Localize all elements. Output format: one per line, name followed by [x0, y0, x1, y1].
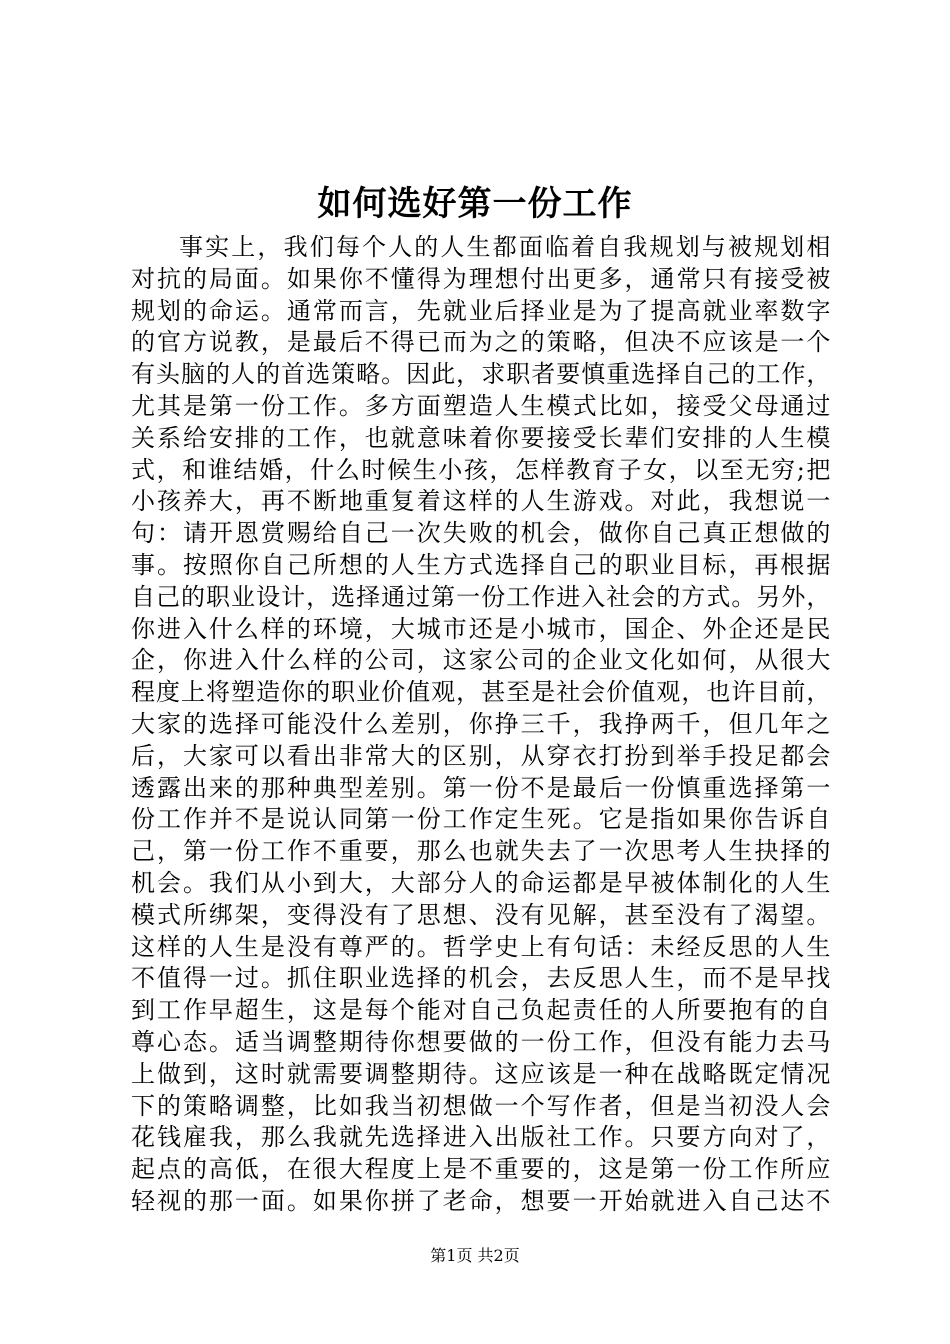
body-line: 的官方说教，是最后不得已而为之的策略，但决不应该是一个: [131, 328, 831, 357]
body-line: 不值得一过。抓住职业选择的机会，去反思人生，而不是早找: [131, 964, 831, 993]
body-line: 己，第一份工作不重要，那么也就失去了一次思考人生抉择的: [131, 837, 831, 866]
body-line: 起点的高低，在很大程度上是不重要的，这是第一份工作所应: [131, 1155, 831, 1184]
body-line: 有头脑的人的首选策略。因此，求职者要慎重选择自己的工作，: [131, 360, 831, 389]
body-line: 关系给安排的工作，也就意味着你要接受长辈们安排的人生模: [131, 423, 831, 452]
page-footer: 第1页 共2页: [430, 1246, 520, 1265]
body-line: 机会。我们从小到大，大部分人的命运都是早被体制化的人生: [131, 868, 831, 897]
body-line: 透露出来的那种典型差别。第一份不是最后一份慎重选择第一: [131, 773, 831, 802]
body-line: 自己的职业设计，选择通过第一份工作进入社会的方式。另外，: [131, 582, 831, 611]
body-line: 小孩养大，再不断地重复着这样的人生游戏。对此，我想说一: [131, 487, 831, 516]
body-line: 式，和谁结婚，什么时候生小孩，怎样教育子女，以至无穷;把: [131, 455, 831, 484]
body-line: 到工作早超生，这是每个能对自己负起责任的人所要抱有的自: [131, 996, 831, 1025]
body-line: 尊心态。适当调整期待你想要做的一份工作，但没有能力去马: [131, 1027, 831, 1056]
body-line: 句：请开恩赏赐给自己一次失败的机会，做你自己真正想做的: [131, 519, 831, 548]
body-line: 你进入什么样的环境，大城市还是小城市，国企、外企还是民: [131, 614, 831, 643]
body-line: 对抗的局面。如果你不懂得为理想付出更多，通常只有接受被: [131, 264, 831, 293]
body-line: 程度上将塑造你的职业价值观，甚至是社会价值观，也许目前，: [131, 678, 831, 707]
body-line: 模式所绑架，变得没有了思想、没有见解，甚至没有了渴望。: [131, 900, 831, 929]
body-line: 花钱雇我，那么我就先选择进入出版社工作。只要方向对了，: [131, 1123, 831, 1152]
body-line: 事实上，我们每个人的人生都面临着自我规划与被规划相: [179, 233, 831, 261]
body-line: 事。按照你自己所想的人生方式选择自己的职业目标，再根据: [131, 550, 831, 579]
body-line: 尤其是第一份工作。多方面塑造人生模式比如，接受父母通过: [131, 391, 831, 420]
body-line: 企，你进入什么样的公司，这家公司的企业文化如何，从很大: [131, 646, 831, 675]
body-line: 份工作并不是说认同第一份工作定生死。它是指如果你告诉自: [131, 805, 831, 834]
document-body: [131, 232, 831, 1218]
body-line: 这样的人生是没有尊严的。哲学史上有句话：未经反思的人生: [131, 932, 831, 961]
body-line: 轻视的那一面。如果你拼了老命，想要一开始就进入自己达不: [131, 1186, 831, 1215]
document-title: 如何选好第一份工作: [317, 184, 633, 224]
body-line: 后，大家可以看出非常大的区别，从穿衣打扮到举手投足都会: [131, 741, 831, 770]
body-line: 下的策略调整，比如我当初想做一个写作者，但是当初没人会: [131, 1091, 831, 1120]
body-line: 大家的选择可能没什么差别，你挣三千，我挣两千，但几年之: [131, 709, 831, 738]
body-line: 上做到，这时就需要调整期待。这应该是一种在战略既定情况: [131, 1059, 831, 1088]
body-line: 规划的命运。通常而言，先就业后择业是为了提高就业率数字: [131, 296, 831, 325]
